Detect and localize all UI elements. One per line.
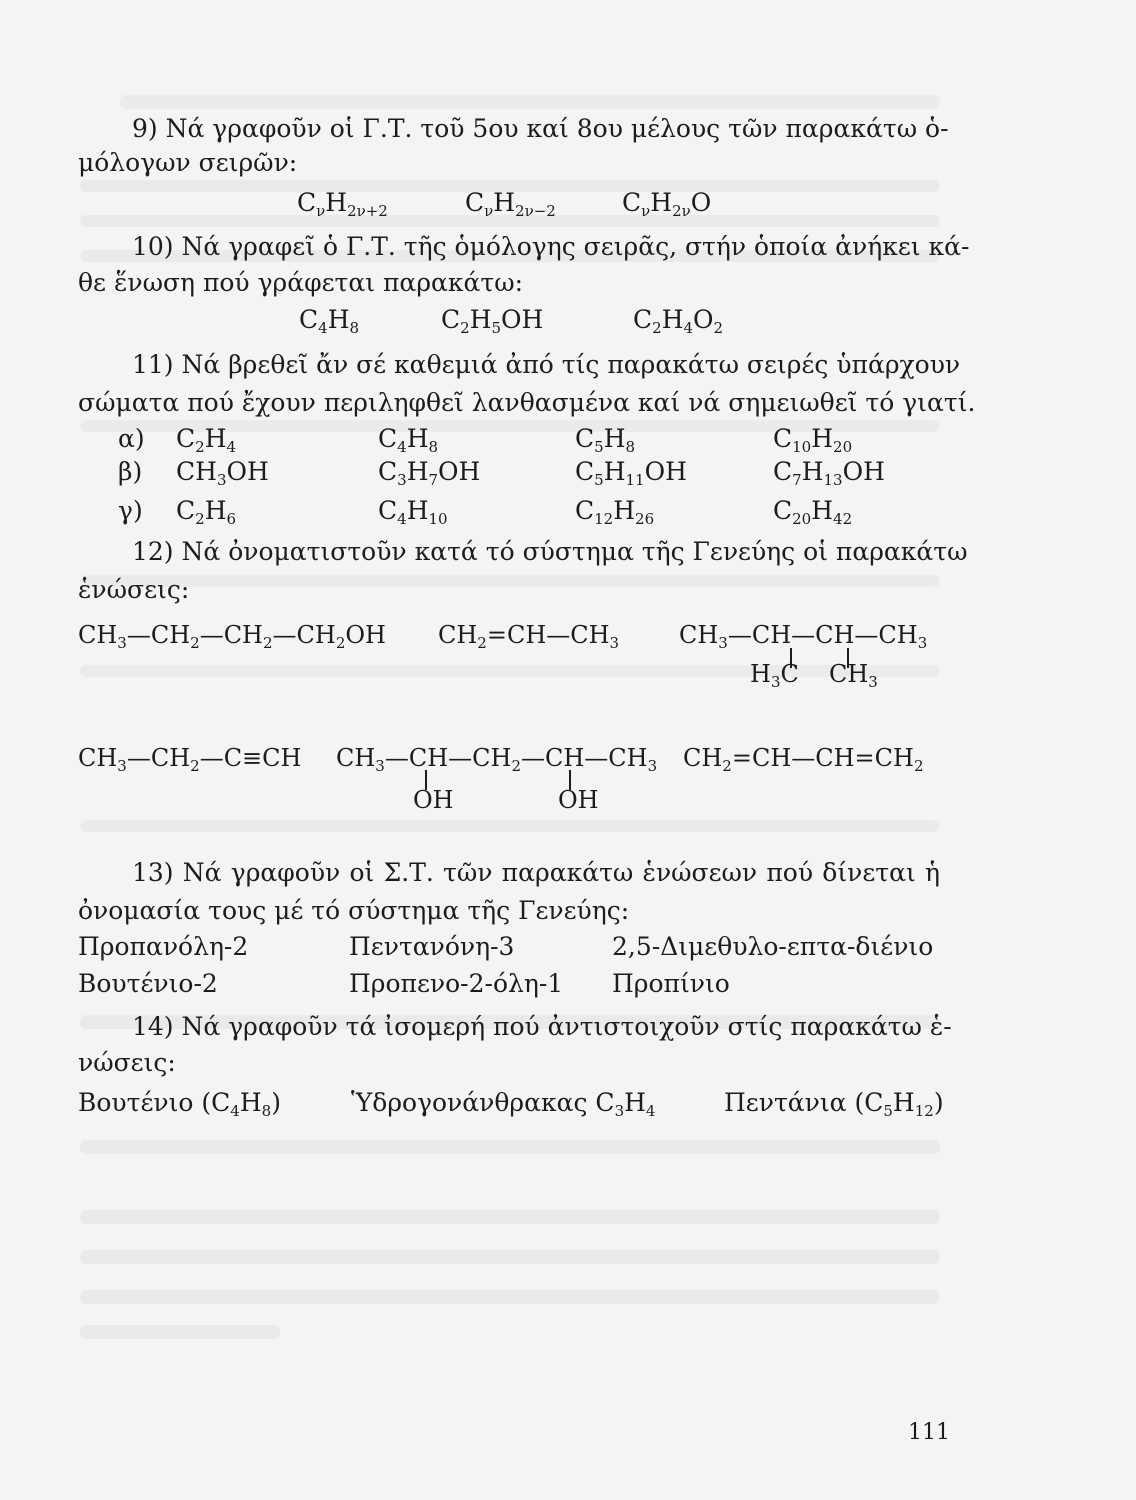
q10-formula-2: $C_2H_5OH$: [441, 305, 544, 337]
q12-text-line1: 12) Νά ὀνοματιστοῦν κατά τό σύστημα τῆς Γενεύης οἱ παρακάτω: [132, 537, 968, 566]
q11-row-c-item: $C_4H_{10}$: [378, 496, 448, 528]
q11-row-c-item: $C_{20}H_{42}$: [773, 496, 853, 528]
q11-row-a-item: $C_2H_4$: [176, 424, 237, 456]
q12-structure-5-substituent: OH: [558, 786, 599, 814]
q11-row-c-item: $C_2H_6$: [176, 496, 237, 528]
q14-text-line2: νώσεις:: [78, 1048, 176, 1077]
q13-text-line2: ὀνομασία τους μέ τό σύστημα τῆς Γενεύης:: [78, 896, 630, 925]
q11-row-b-label: β): [118, 457, 143, 486]
q14-item: Βουτένιο $(C_4H_8)$: [78, 1088, 281, 1120]
q13-name: Βουτένιο-2: [78, 969, 218, 998]
q13-text-line1: 13) Νά γραφοῦν οἱ Σ.Τ. τῶν παρακάτω ἑνώσεων πού δίνεται ἡ: [132, 858, 940, 887]
q13-name: Προπενο-2-όλη-1: [349, 969, 564, 998]
q11-row-a-item: $C_4H_8$: [378, 424, 439, 456]
q10-formula-3: $C_2H_4O_2$: [633, 305, 724, 337]
q12-structure-4: $CH_3—CH_2—C\equiv CH$: [78, 744, 302, 775]
q11-text-line1: 11) Νά βρεθεῖ ἄν σέ καθεμιά ἀπό τίς παρακάτω σειρές ὑπάρχουν: [132, 350, 961, 379]
q9-text-line1: 9) Νά γραφοῦν οἱ Γ.Τ. τοῦ 5ου καί 8ου μέλους τῶν παρακάτω ὁ-: [132, 114, 949, 143]
q12-structure-5-substituent: OH: [413, 786, 454, 814]
q10-text-line1: 10) Νά γραφεῖ ὁ Γ.Τ. τῆς ὁμόλογης σειρᾶς, στήν ὁποία ἀνήκει κά-: [132, 232, 970, 261]
page-number: 111: [908, 1420, 950, 1445]
q9-text-line2: μόλογων σειρῶν:: [78, 148, 298, 177]
q12-structure-6: $CH_2=CH—CH=CH_2$: [683, 744, 924, 775]
q14-item: Ὑδρογονάνθρακας $C_3H_4$: [351, 1088, 656, 1120]
q11-row-b-item: $C_3H_7OH$: [378, 457, 481, 489]
q13-name: Προπανόλη-2: [78, 932, 249, 961]
q11-row-b-item: $C_5H_{11}OH$: [575, 457, 687, 489]
q13-name: 2,5-Διμεθυλο-επτα-διένιο: [612, 932, 934, 961]
q12-structure-3-substituent: $H_3C$: [750, 660, 799, 691]
q12-structure-1: $CH_3—CH_2—CH_2—CH_2OH$: [78, 621, 386, 652]
q11-text-line2: σώματα πού ἔχουν περιληφθεῖ λανθασμένα καί νά σημειωθεῖ τό γιατί.: [78, 388, 976, 417]
q11-row-c-item: $C_{12}H_{26}$: [575, 496, 655, 528]
q11-row-c-label: γ): [118, 496, 143, 525]
q9-formula-2: $C_\nu H_{2\nu-2}$: [465, 188, 556, 220]
q9-formula-3: $C_\nu H_{2\nu}O$: [622, 188, 712, 220]
q11-row-a-item: $C_{10}H_{20}$: [773, 424, 853, 456]
q11-row-b-item: $C_7H_{13}OH$: [773, 457, 885, 489]
q12-structure-5: $CH_3—CH—CH_2—CH—CH_3$: [336, 744, 658, 775]
q11-row-b-item: $CH_3OH$: [176, 457, 269, 489]
q12-structure-3-substituent: $CH_3$: [829, 660, 878, 691]
q10-text-line2: θε ἕνωση πού γράφεται παρακάτω:: [78, 268, 524, 297]
q14-text-line1: 14) Νά γραφοῦν τά ἰσομερή πού ἀντιστοιχοῦν στίς παρακάτω ἑ-: [132, 1012, 952, 1041]
q9-formula-1: $C_\nu H_{2\nu+2}$: [297, 188, 388, 220]
q12-structure-2: $CH_2=CH—CH_3$: [438, 621, 620, 652]
q13-name: Προπίνιο: [612, 969, 730, 998]
q11-row-a-label: α): [118, 424, 145, 453]
q12-structure-3: $CH_3—CH—CH—CH_3$: [679, 621, 928, 652]
q12-text-line2: ἑνώσεις:: [78, 575, 190, 604]
q13-name: Πεντανόνη-3: [349, 932, 515, 961]
q11-row-a-item: $C_5H_8$: [575, 424, 636, 456]
q14-item: Πεντάνια $(C_5H_{12})$: [724, 1088, 944, 1120]
q10-formula-1: $C_4H_8$: [299, 305, 360, 337]
